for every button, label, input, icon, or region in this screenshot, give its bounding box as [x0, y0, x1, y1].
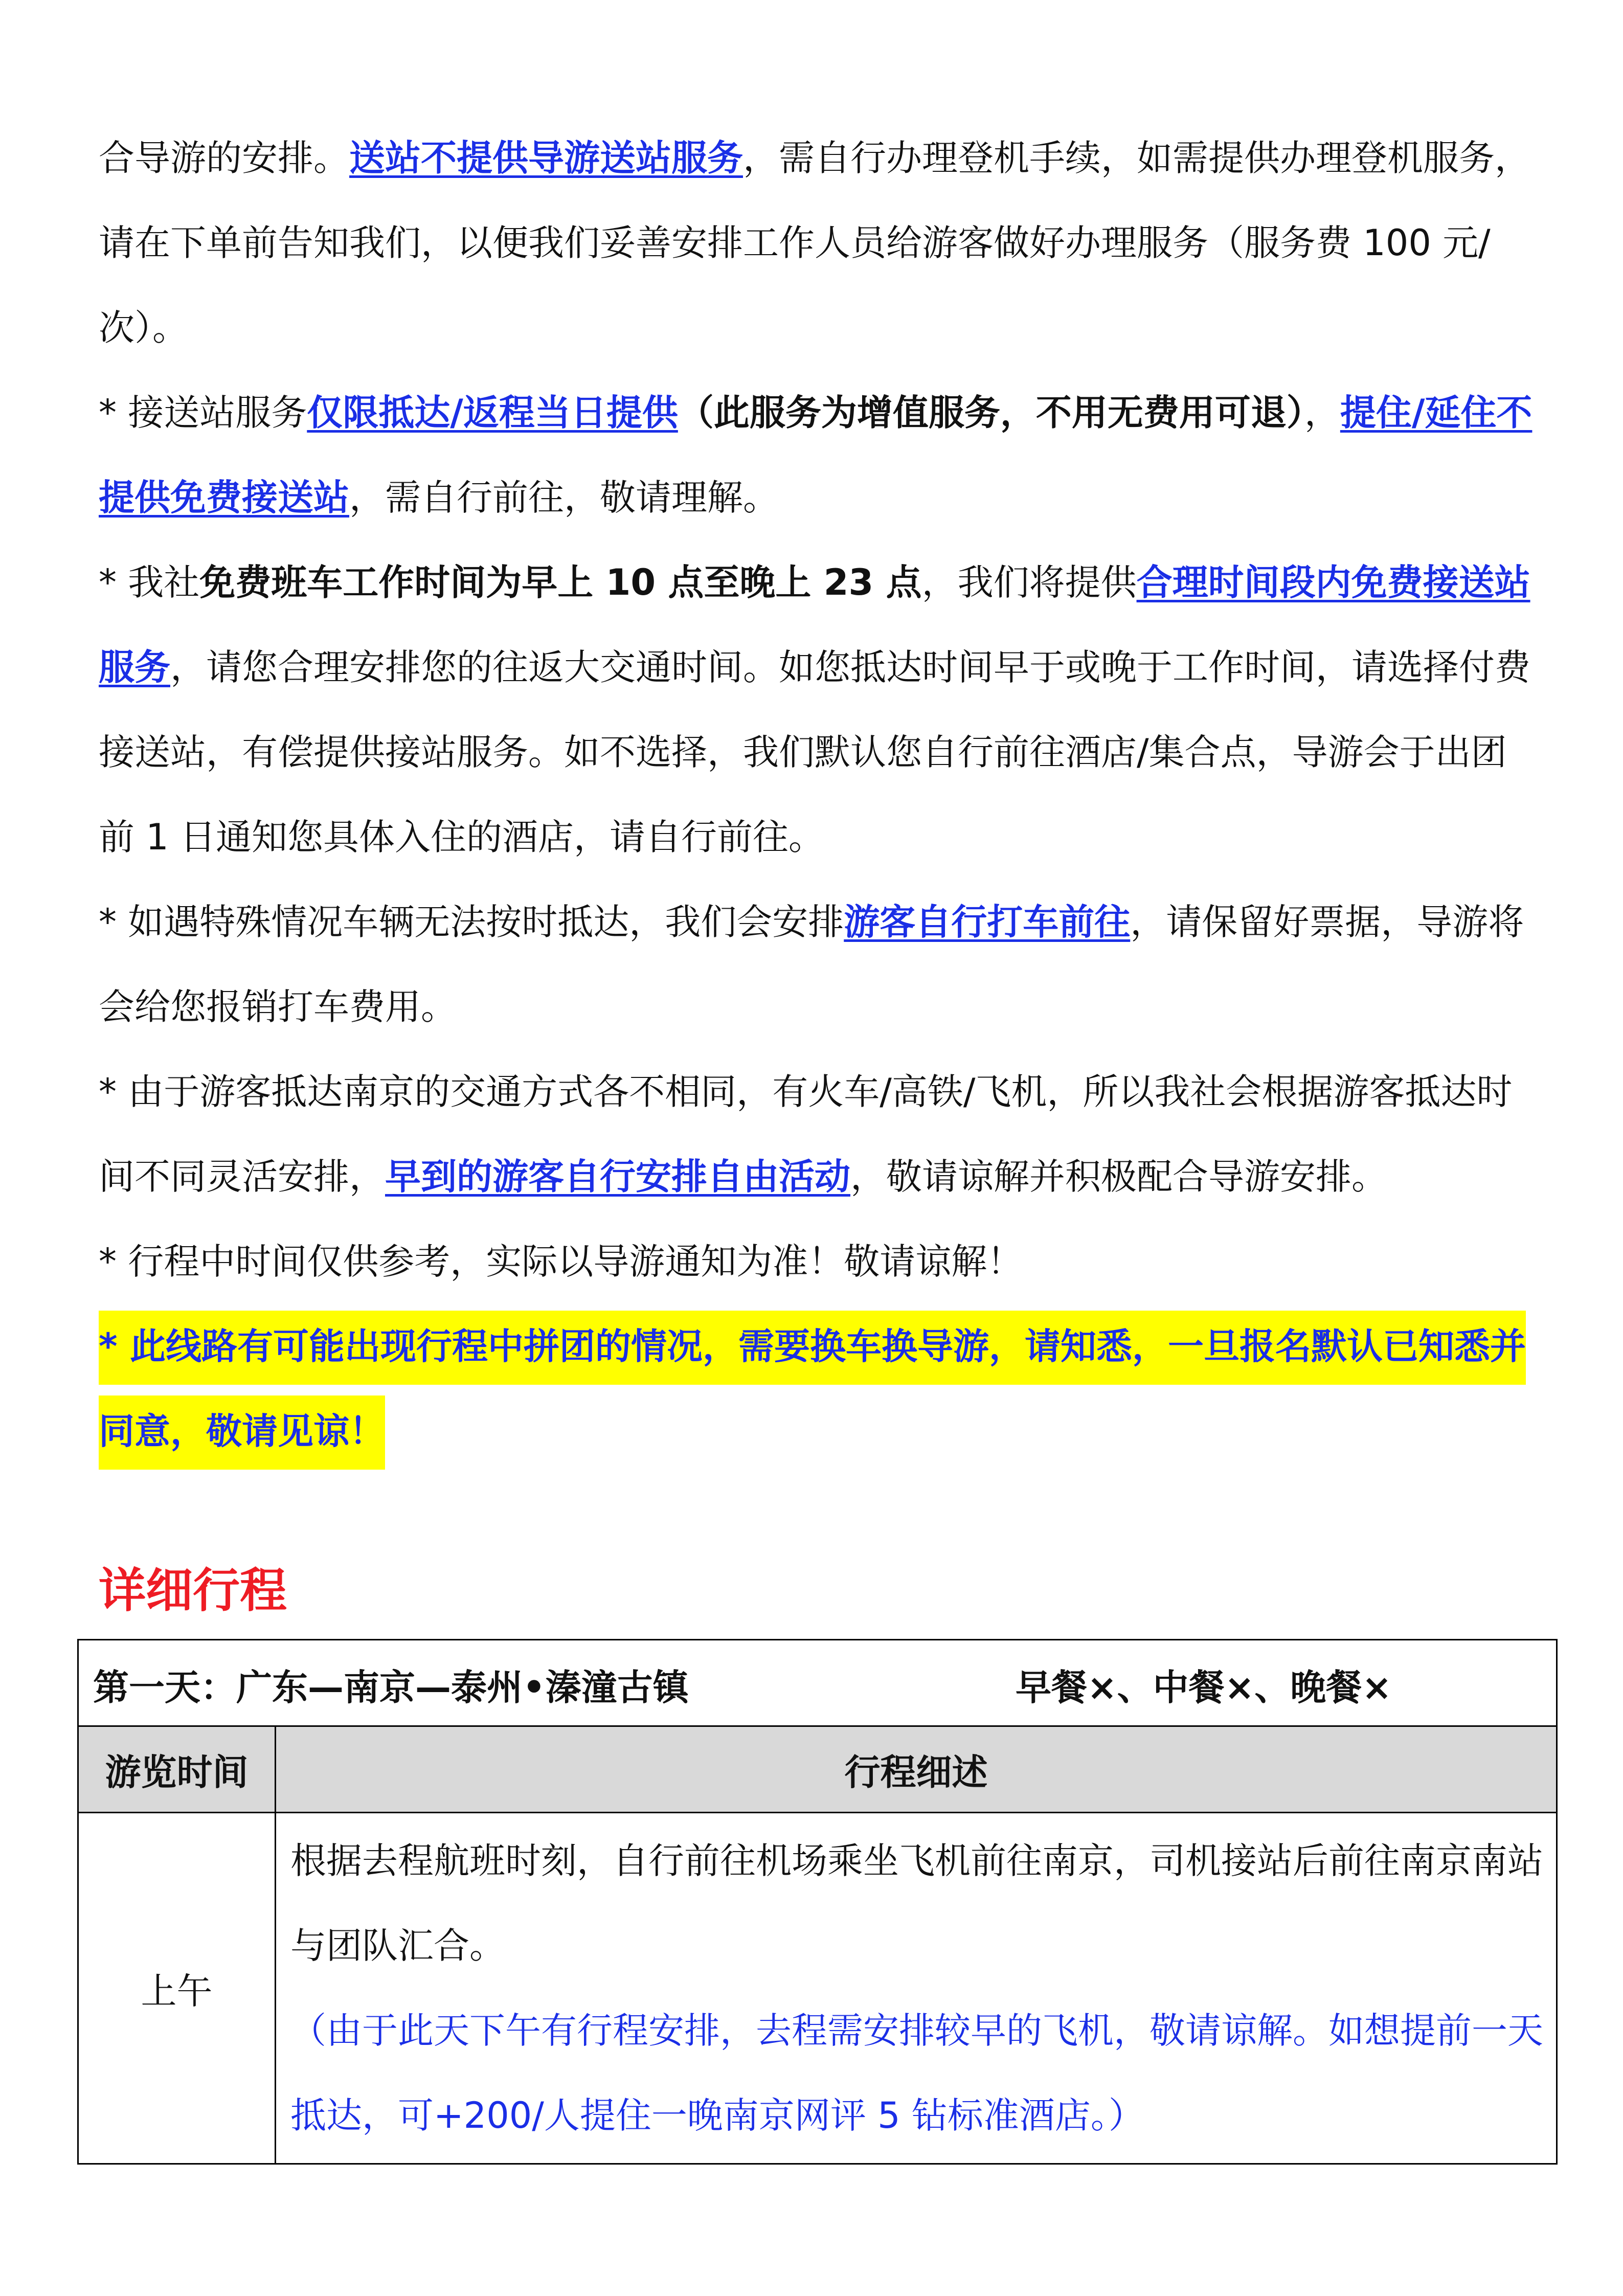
notes-section — [99, 116, 1537, 1474]
day-title: 第一天：广东—南京—泰州•溱潼古镇 — [93, 1667, 689, 1708]
note-emphasis: 游客自行打车前往 — [844, 901, 1131, 943]
column-header-time: 游览时间 — [78, 1726, 276, 1813]
highlight-warning: * 此线路有可能出现行程中拼团的情况，需要换车换导游，请知悉，一旦报名默认已知悉并同意，敬请见谅！ — [99, 1311, 1526, 1470]
note-taxi — [99, 880, 1537, 1049]
column-header-detail: 行程细述 — [276, 1726, 1557, 1813]
itinerary-table — [77, 1639, 1558, 2165]
note-group-merge — [99, 1304, 1537, 1474]
description-note: （由于此天下午有行程安排，去程需安排较早的飞机，敬请谅解。如想提前一天抵达，可+200/人提住一晚南京网评 5 钻标准酒店。） — [290, 2010, 1543, 2136]
time-cell: 上午 — [78, 1813, 276, 2164]
note-transfer — [99, 370, 1537, 540]
note-text: ， — [1304, 392, 1340, 434]
table-row — [78, 1813, 1557, 2164]
note-text: ，敬请谅解并积极配合导游安排。 — [850, 1156, 1387, 1198]
day-header-row — [78, 1640, 1557, 1726]
description-cell — [276, 1813, 1557, 2164]
note-arrival — [99, 1049, 1537, 1219]
note-dropoff — [99, 116, 1537, 370]
column-header-row — [78, 1726, 1557, 1813]
note-text: * 接送站服务 — [99, 392, 307, 434]
note-emphasis: 仅限抵达/返程当日提供 — [307, 392, 678, 434]
note-bold: （此服务为增值服务，不用无费用可退） — [678, 392, 1304, 434]
day-header-cell — [78, 1640, 1557, 1726]
meals-info: 早餐×、中餐×、晚餐× — [1016, 1667, 1392, 1708]
note-text: 合导游的安排。 — [99, 137, 349, 179]
note-emphasis: 提住/延住不提供免费接送站 — [99, 392, 1532, 519]
note-shuttle-hours — [99, 540, 1537, 880]
note-text: ，请保留好票据，导游将会给您报销打车费用。 — [99, 901, 1524, 1028]
description-text: 根据去程航班时刻，自行前往机场乘坐飞机前往南京，司机接站后前往南京南站与团队汇合。 — [290, 1840, 1543, 1967]
note-text: * 我社 — [99, 561, 200, 603]
note-time-reference: * 行程中时间仅供参考，实际以导游通知为准！敬请谅解！ — [99, 1241, 1023, 1282]
note-text: * 由于游客抵达南京的交通方式各不相同，有火车/高铁/飞机，所以我社会根据游客抵达时间不同灵活安排， — [99, 1071, 1513, 1198]
note-bold: 免费班车工作时间为早上 10 点至晚上 23 点 — [199, 561, 922, 603]
note-text: ，需自行办理登机手续，如需提供办理登机服务，请在下单前告知我们，以便我们妥善安排工作人员给游客做好办理服务（服务费 100 元/次）。 — [99, 137, 1530, 349]
note-text: * 如遇特殊情况车辆无法按时抵达，我们会安排 — [99, 901, 844, 943]
note-emphasis: 早到的游客自行安排自由活动 — [385, 1156, 850, 1198]
section-title: 详细行程 — [99, 1563, 287, 1618]
note-text: ，需自行前往，敬请理解。 — [349, 477, 779, 519]
note-text: ，我们将提供 — [921, 561, 1137, 603]
note-text: ，请您合理安排您的往返大交通时间。如您抵达时间早于或晚于工作时间，请选择付费接送站，有偿提供接站服务。如不选择，我们默认您自行前往酒店/集合点，导游会于出团前 1 日通知您具体入住的酒店，请自行前往。 — [99, 646, 1530, 858]
note-emphasis: 合理时间段内免费接送站服务 — [99, 561, 1530, 688]
note-emphasis: 送站不提供导游送站服务 — [349, 137, 743, 179]
